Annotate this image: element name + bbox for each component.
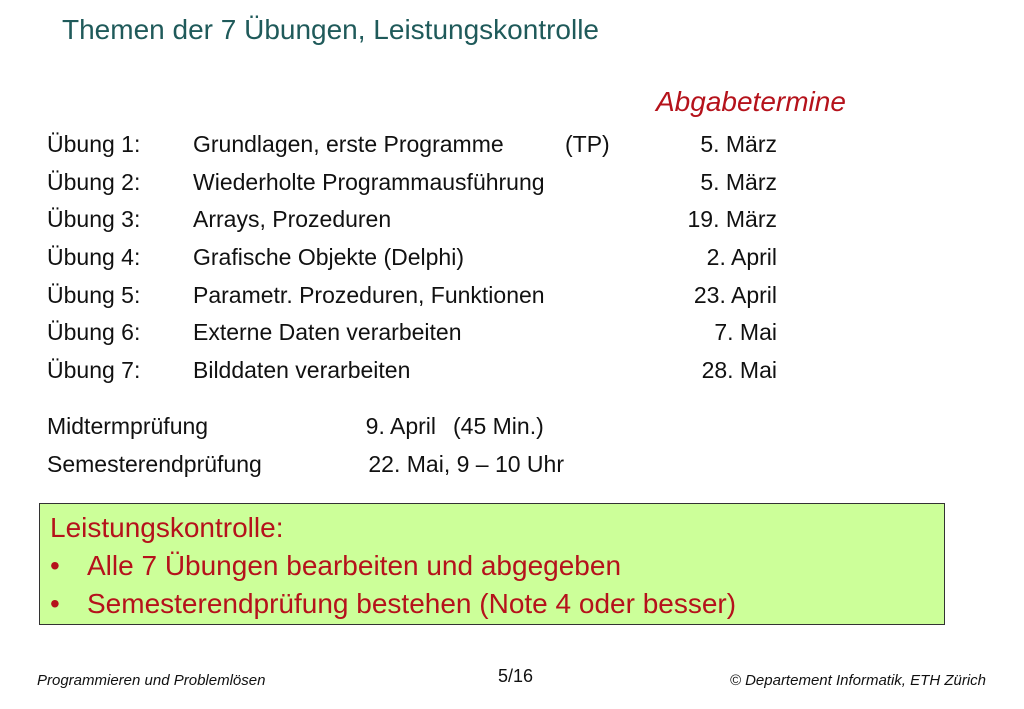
exercise-row bbox=[0, 131, 1024, 163]
exam-date: 9. April bbox=[365, 413, 436, 439]
exam-row bbox=[0, 451, 1024, 483]
exercise-date: 5. März bbox=[700, 131, 777, 157]
deadlines-header: Abgabetermine bbox=[656, 86, 846, 117]
exercise-topic: Wiederholte Programmausführung bbox=[193, 169, 545, 195]
exam-row bbox=[0, 413, 1024, 445]
exercise-topic: Grafische Objekte (Delphi) bbox=[193, 244, 464, 270]
exercise-row bbox=[0, 357, 1024, 389]
exercise-topic: Grundlagen, erste Programme bbox=[193, 131, 504, 157]
exercise-topic: Arrays, Prozeduren bbox=[193, 206, 392, 232]
exercise-topic: Externe Daten verarbeiten bbox=[193, 319, 462, 345]
exercise-date: 5. März bbox=[700, 169, 777, 195]
exercise-topic: Parametr. Prozeduren, Funktionen bbox=[193, 282, 545, 308]
exercise-row bbox=[0, 282, 1024, 314]
exercise-date: 28. Mai bbox=[701, 357, 777, 383]
exercise-label: Übung 3: bbox=[47, 206, 141, 232]
assessment-heading-text: Leistungskontrolle bbox=[50, 512, 276, 543]
bullet-icon: • bbox=[50, 588, 60, 619]
exercise-date: 19. März bbox=[687, 206, 777, 232]
footer-course: Programmieren und Problemlösen bbox=[37, 672, 266, 689]
assessment-heading bbox=[50, 512, 283, 544]
page-number: 5/16 bbox=[498, 666, 534, 686]
exercise-label: Übung 5: bbox=[47, 282, 141, 308]
exercise-label: Übung 6: bbox=[47, 319, 141, 345]
exercise-date: 23. April bbox=[693, 282, 777, 308]
exercise-topic: Bilddaten verarbeiten bbox=[193, 357, 411, 383]
exercise-date: 7. Mai bbox=[714, 319, 777, 345]
exercise-label: Übung 1: bbox=[47, 131, 141, 157]
bullet-icon: • bbox=[50, 550, 60, 581]
footer-copyright: © Departement Informatik, ETH Zürich bbox=[729, 672, 986, 689]
assessment-box bbox=[39, 503, 945, 625]
assessment-bullet-text: Semesterendprüfung bestehen (Note 4 oder besser) bbox=[87, 588, 737, 619]
exam-note: (45 Min.) bbox=[453, 413, 544, 439]
exercise-row bbox=[0, 319, 1024, 351]
slide-title: Themen der 7 Übungen, Leistungskontrolle bbox=[62, 14, 600, 45]
exercise-row bbox=[0, 244, 1024, 276]
exercise-label: Übung 2: bbox=[47, 169, 141, 195]
assessment-heading-colon: : bbox=[275, 512, 284, 543]
exercise-row bbox=[0, 169, 1024, 201]
exercise-label: Übung 7: bbox=[47, 357, 141, 383]
exam-label: Midtermprüfung bbox=[47, 413, 209, 439]
exercise-label: Übung 4: bbox=[47, 244, 141, 270]
exercise-date: 2. April bbox=[706, 244, 777, 270]
exam-label: Semesterendprüfung bbox=[47, 451, 262, 477]
exercise-row bbox=[0, 206, 1024, 238]
assessment-bullet-text: Alle 7 Übungen bearbeiten und abgegeben bbox=[87, 550, 622, 581]
exam-date: 22. Mai, 9 – 10 Uhr bbox=[368, 451, 564, 477]
exercise-extra: (TP) bbox=[565, 131, 610, 157]
